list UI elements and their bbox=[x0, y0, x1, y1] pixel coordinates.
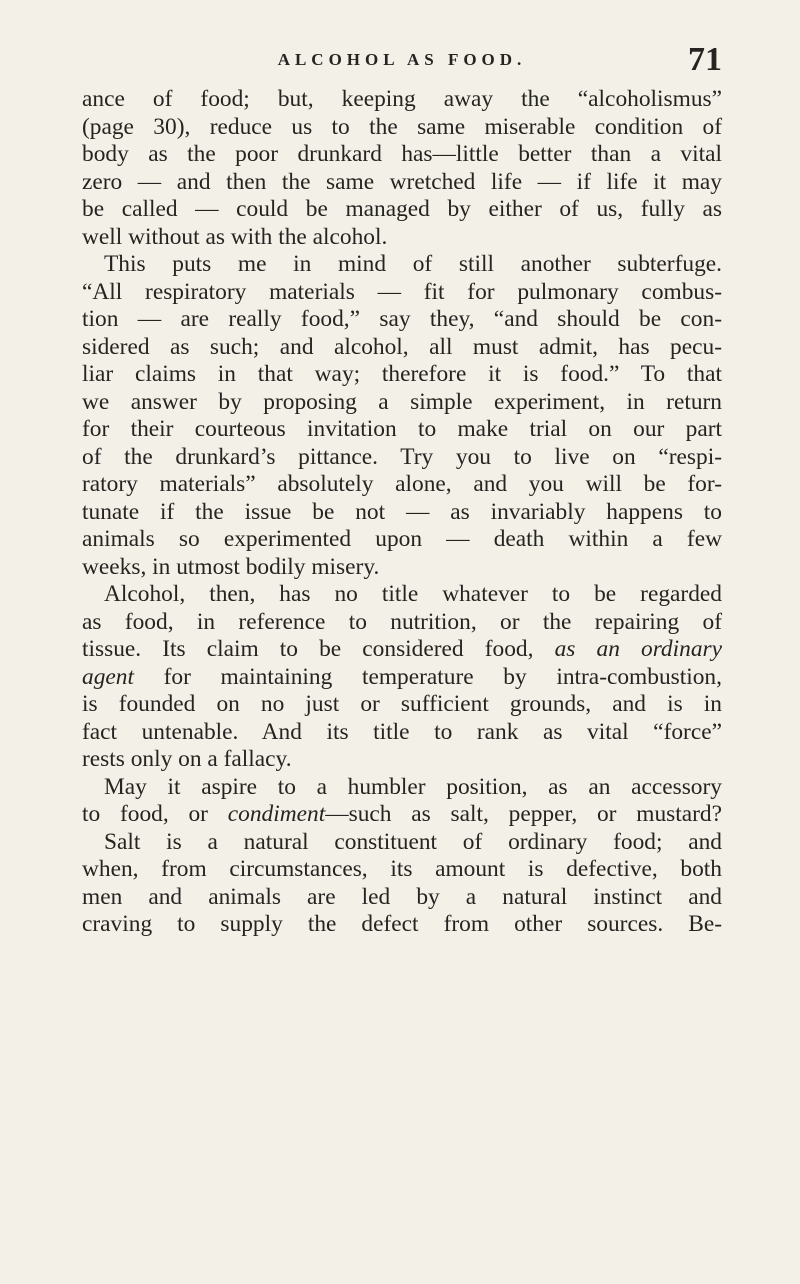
text-line: This puts me in mind of still another subterfuge. bbox=[104, 251, 722, 277]
text-line: be called — could be managed by either of us, fully as bbox=[82, 196, 722, 222]
text-line: (page 30), reduce us to the same miserable condition of bbox=[82, 113, 722, 140]
italic-phrase: as an ordinary bbox=[554, 636, 723, 662]
text-line: craving to supply the defect from other sources. Be- bbox=[82, 911, 722, 937]
italic-phrase: condiment bbox=[227, 801, 326, 827]
text-line: body as the poor drunkard has—little better than a vital bbox=[82, 141, 722, 167]
page-number: 71 bbox=[688, 41, 722, 78]
text-line: Alcohol, then, has no title whatever to be regarded bbox=[104, 581, 722, 607]
text-line: rests only on a fallacy. bbox=[82, 746, 292, 772]
text-line: men and animals are led by a natural instinct and bbox=[82, 883, 722, 910]
text-line: well without as with the alcohol. bbox=[82, 223, 388, 250]
text-line: ratory materials” absolutely alone, and you will be for- bbox=[82, 471, 722, 497]
text-line: fact untenable. And its title to rank as vital “force” bbox=[82, 718, 722, 745]
text-line: of the drunkard’s pittance. Try you to live on “respi- bbox=[82, 443, 722, 470]
body-text bbox=[82, 86, 722, 939]
text-line: we answer by proposing a simple experiment, in return bbox=[82, 388, 722, 415]
text-line: May it aspire to a humbler position, as an accessory bbox=[104, 773, 722, 800]
text-line: tion — are really food,” say they, “and should be con- bbox=[82, 306, 722, 332]
text-line: animals so experimented upon — death within a few bbox=[82, 526, 722, 552]
text-line: tissue. Its claim to be considered food, as an ordinary bbox=[82, 636, 723, 662]
text-line: ance of food; but, keeping away the “alcoholismus” bbox=[82, 86, 722, 112]
text-line: for their courteous invitation to make trial on our part bbox=[82, 416, 722, 442]
text-line: Salt is a natural constituent of ordinary food; and bbox=[104, 828, 722, 855]
text-line: as food, in reference to nutrition, or the repairing of bbox=[82, 608, 722, 635]
text-line: tunate if the issue be not — as invariably happens to bbox=[82, 498, 722, 525]
text-line: to food, or condiment—such as salt, pepper, or mustard? bbox=[82, 801, 722, 827]
text-line: liar claims in that way; therefore it is food.” To that bbox=[82, 361, 722, 387]
text-line: agent for maintaining temperature by intra-combustion, bbox=[82, 663, 722, 690]
text-line: weeks, in utmost bodily misery. bbox=[82, 553, 380, 580]
page-header bbox=[82, 40, 722, 80]
text-line: zero — and then the same wretched life — if life it may bbox=[82, 168, 722, 195]
text-line: “All respiratory materials — fit for pulmonary combus- bbox=[82, 278, 722, 305]
running-title: ALCOHOL AS FOOD. bbox=[277, 50, 527, 69]
text-line: sidered as such; and alcohol, all must admit, has pecu- bbox=[82, 333, 722, 360]
text-line: is founded on no just or sufficient grounds, and is in bbox=[82, 691, 722, 717]
italic-phrase: agent bbox=[82, 663, 134, 690]
text-line: when, from circumstances, its amount is defective, both bbox=[82, 856, 722, 882]
